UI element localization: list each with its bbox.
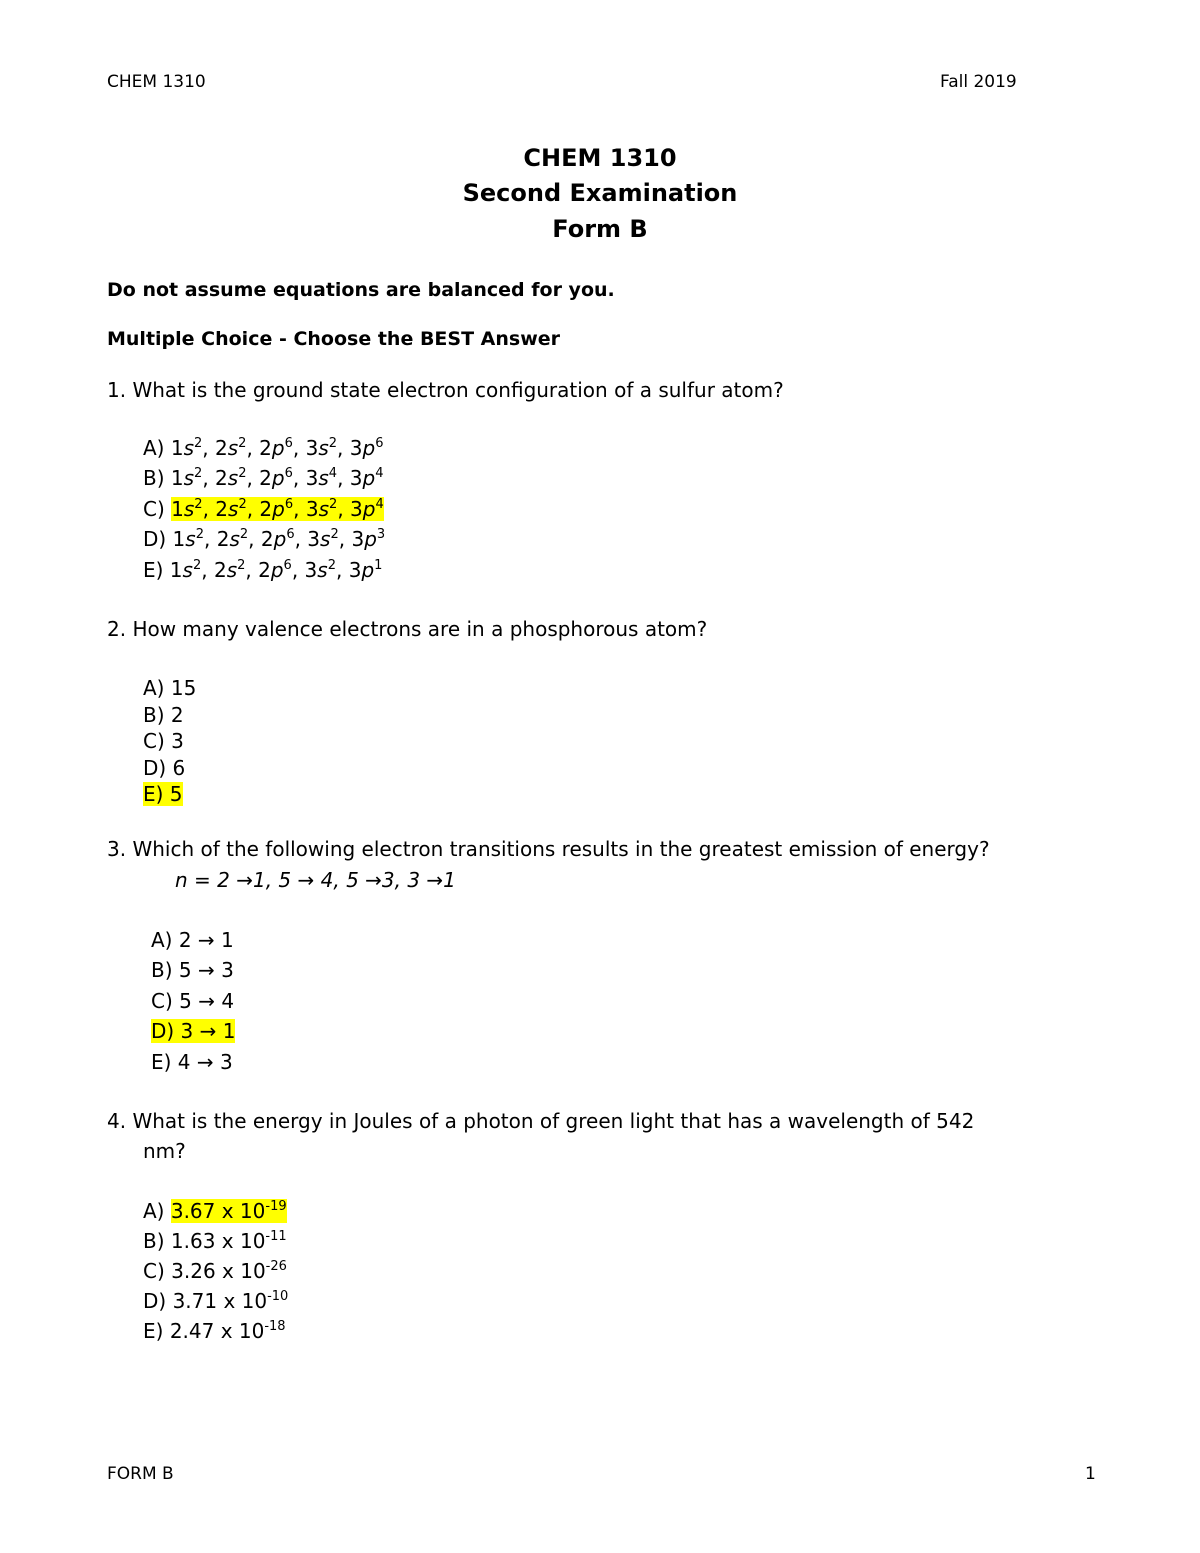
q3-option-b: B) 5 → 3 [151,958,234,982]
q4-option-c: C) 3.26 x $10^{-26}$ [143,1259,287,1283]
q2-option-b: B) 2 [143,703,184,727]
q1-option-a: A) $1s^2$, $2s^2$, $2p^6$, $3s^2$, $3p^6$ [143,436,384,460]
footer-form: FORM B [107,1464,174,1484]
question-4: 4. What is the energy in Joules of a photon of green light that has a wavelength of 542 [107,1109,975,1133]
question-3: 3. Which of the following electron transitions results in the greatest emission of energy? [107,837,990,861]
q2-option-c: C) 3 [143,729,184,753]
instruction-text: Do not assume equations are balanced for you. [107,279,615,301]
header-course: CHEM 1310 [107,72,206,92]
q2-option-a: A) 15 [143,676,197,700]
q4-option-d: D) 3.71 x $10^{-10}$ [143,1289,289,1313]
question-2: 2. How many valence electrons are in a phosphorous atom? [107,617,708,641]
q1-option-c: C) $1s^2$, $2s^2$, $2p^6$, $3s^2$, $3p^4$ [143,497,384,521]
exam-title: CHEM 1310 [523,144,677,172]
question-1: 1. What is the ground state electron configuration of a sulfur atom? [107,378,784,402]
question-4-cont: nm? [143,1139,186,1163]
q2-answer-highlight: E) 5 [143,782,183,806]
q3-option-c: C) 5 → 4 [151,989,235,1013]
q2-option-d: D) 6 [143,756,186,780]
q3-option-d [151,1019,235,1043]
q1-option-b: B) $1s^2$, $2s^2$, $2p^6$, $3s^4$, $3p^4$ [143,466,384,490]
q1-answer-highlight: $1s^2$, $2s^2$, $2p^6$, $3s^2$, $3p^4$ [171,497,384,521]
exam-subtitle: Second Examination [462,179,738,207]
q1-option-d: D) $1s^2$, $2s^2$, $2p^6$, $3s^2$, $3p^3$ [143,527,386,551]
exam-form: Form B [552,215,648,243]
q4-option-a: A) 3.67 x $10^{-19}$ [143,1199,287,1223]
header-term: Fall 2019 [940,72,1017,92]
q1-option-e: E) $1s^2$, $2s^2$, $2p^6$, $3s^2$, $3p^1$ [143,558,383,582]
q3-option-a: A) 2 → 1 [151,928,234,952]
q4-option-e: E) 2.47 x $10^{-18}$ [143,1319,286,1343]
q4-option-b: B) 1.63 x $10^{-11}$ [143,1229,287,1253]
q3-transitions: n = 2 →1, 5 → 4, 5 →3, 3 →1 [175,868,456,892]
section-heading: Multiple Choice - Choose the BEST Answer [107,328,561,350]
q3-option-e: E) 4 → 3 [151,1050,233,1074]
q3-answer-highlight: D) 3 → 1 [151,1019,236,1043]
q4-answer-highlight: 3.67 x $10^{-19}$ [170,1199,287,1223]
page-number: 1 [1085,1464,1096,1484]
q2-option-e [143,782,183,806]
